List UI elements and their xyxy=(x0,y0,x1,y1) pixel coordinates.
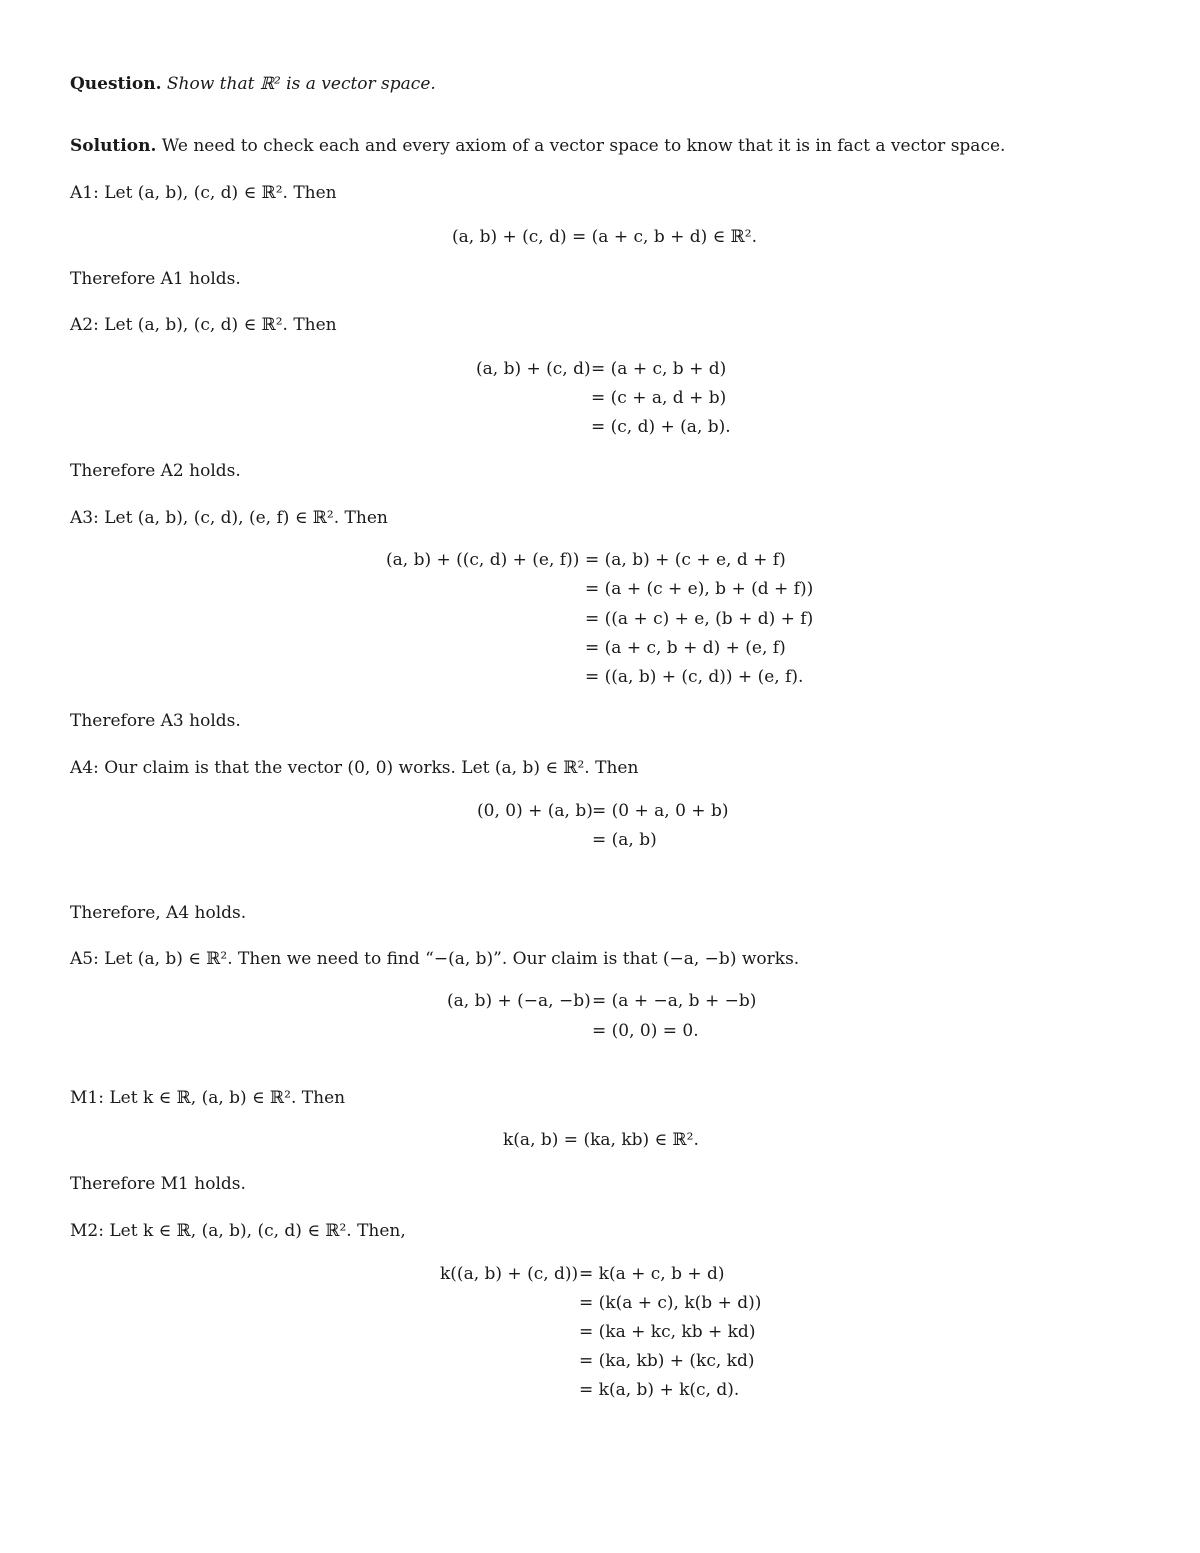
a1-conclusion: Therefore A1 holds. xyxy=(70,269,241,289)
question-text: Show that ℝ² is a vector space. xyxy=(166,74,436,94)
a4-conclusion: Therefore, A4 holds. xyxy=(70,903,247,923)
a3-step: = (a + c, b + d) + (e, f) xyxy=(585,638,786,658)
a5-intro: A5: Let (a, b) ∈ ℝ². Then we need to find “−(a, b)”. Our claim is that (−a, −b) works. xyxy=(70,949,800,969)
solution-label: Solution. xyxy=(70,136,157,156)
a2-step: = (c, d) + (a, b). xyxy=(591,417,731,437)
a1-equation: (a, b) + (c, d) = (a + c, b + d) ∈ ℝ². xyxy=(452,227,758,247)
m2-step: = (k(a + c), k(b + d)) xyxy=(579,1293,762,1313)
a4-step: = (a, b) xyxy=(592,830,657,850)
question-line xyxy=(70,73,436,95)
m1-conclusion: Therefore M1 holds. xyxy=(70,1174,246,1194)
m1-intro: M1: Let k ∈ ℝ, (a, b) ∈ ℝ². Then xyxy=(70,1088,346,1108)
m2-step: = (ka, kb) + (kc, kd) xyxy=(579,1351,755,1371)
a2-intro: A2: Let (a, b), (c, d) ∈ ℝ². Then xyxy=(70,315,337,335)
a3-step: = (a, b) + (c + e, d + f) xyxy=(585,550,786,570)
m2-lhs: k((a, b) + (c, d)) xyxy=(440,1264,579,1284)
m1-equation: k(a, b) = (ka, kb) ∈ ℝ². xyxy=(503,1130,699,1150)
a5-lhs: (a, b) + (−a, −b) xyxy=(447,991,591,1011)
a2-step: = (a + c, b + d) xyxy=(591,359,727,379)
question-label: Question. xyxy=(70,74,162,94)
m2-intro: M2: Let k ∈ ℝ, (a, b), (c, d) ∈ ℝ². Then, xyxy=(70,1221,406,1241)
a3-conclusion: Therefore A3 holds. xyxy=(70,711,241,731)
a3-step: = ((a + c) + e, (b + d) + f) xyxy=(585,609,814,629)
a4-lhs: (0, 0) + (a, b) xyxy=(477,801,593,821)
a3-step: = ((a, b) + (c, d)) + (e, f). xyxy=(585,667,804,687)
m2-step: = k(a, b) + k(c, d). xyxy=(579,1380,740,1400)
a1-intro: A1: Let (a, b), (c, d) ∈ ℝ². Then xyxy=(70,183,337,203)
a3-intro: A3: Let (a, b), (c, d), (e, f) ∈ ℝ². Then xyxy=(70,508,388,528)
a4-intro: A4: Our claim is that the vector (0, 0) works. Let (a, b) ∈ ℝ². Then xyxy=(70,758,639,778)
a2-step: = (c + a, d + b) xyxy=(591,388,727,408)
a3-step: = (a + (c + e), b + (d + f)) xyxy=(585,579,814,599)
solution-text: We need to check each and every axiom of a vector space to know that it is in fact a vector space. xyxy=(161,136,1006,156)
a3-lhs: (a, b) + ((c, d) + (e, f)) xyxy=(386,550,580,570)
a2-lhs: (a, b) + (c, d) xyxy=(476,359,591,379)
a5-step: = (a + −a, b + −b) xyxy=(592,991,757,1011)
solution-line xyxy=(70,135,1005,157)
m2-step: = k(a + c, b + d) xyxy=(579,1264,725,1284)
a2-conclusion: Therefore A2 holds. xyxy=(70,461,241,481)
m2-step: = (ka + kc, kb + kd) xyxy=(579,1322,756,1342)
a5-step: = (0, 0) = 0. xyxy=(592,1021,699,1041)
a4-step: = (0 + a, 0 + b) xyxy=(592,801,729,821)
